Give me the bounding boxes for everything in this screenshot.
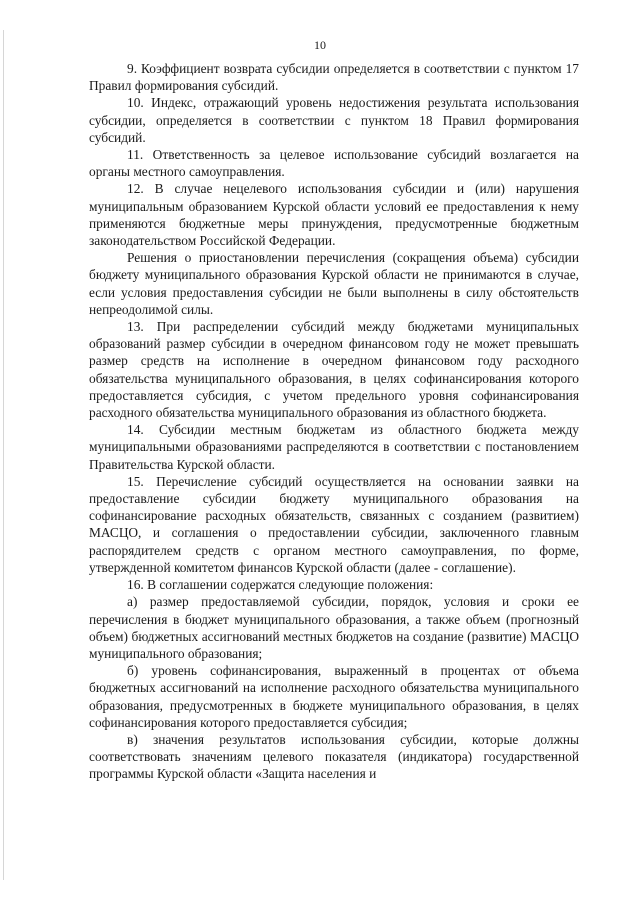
paragraph-suspension-decisions: Решения о приостановлении перечисления (сокращения объема) субсидии бюджету муниципального образования Курской области не принимаются в случае, если условия предоставления субсидии не были выполнены в силу обстоятельств непреодолимой силы. [89, 250, 579, 317]
paragraph-16-agreement: 16. В соглашении содержатся следующие положения: [127, 577, 434, 593]
paragraph-13-distribution: 13. При распределении субсидий между бюджетами муниципальных образований размер субсидии в очередном финансовом году не может превышать размер средств на исполнение в очередном финансовом году расходного обязательства муниципального образования, в целях софинансирования которого предоставляется субсидия, с учетом предельного уровня софинансирования расходного обязательства муниципального образования из областного бюджета. [89, 319, 579, 421]
paragraph-10-index: 10. Индекс, отражающий уровень недостижения результата использования субсидии, определяется в соответствии с пунктом 18 Правил формирования субсидий. [89, 95, 579, 145]
paragraph-11-responsibility: 11. Ответственность за целевое использование субсидий возлагается на органы местного самоуправления. [89, 147, 579, 180]
document-body [89, 60, 579, 783]
paragraph-14-local-budgets: 14. Субсидии местным бюджетам из областного бюджета между муниципальными образованиями распределяются в соответствии с постановлением Правительства Курской области. [89, 422, 579, 472]
page-number: 10 [314, 38, 326, 52]
paragraph-9-return-coefficient: 9. Коэффициент возврата субсидии определяется в соответствии с пунктом 17 Правил формирования субсидий. [89, 61, 579, 94]
paragraph-15-transfer: 15. Перечисление субсидий осуществляется на основании заявки на предоставление субсидии бюджету муниципального образования на софинансирование расходных обязательств, связанных с созданием (развитием) МАСЦО, и соглашения о предоставлении субсидии, заключенного главным распорядителем средств с органом местного самоуправления, по форме, утвержденной комитетом финансов Курской области (далее - соглашение). [89, 473, 579, 575]
paragraph-12-misuse: 12. В случае нецелевого использования субсидии и (или) нарушения муниципальным образованием Курской области условий ее предоставления к нему применяются бюджетные меры принуждения, предусмотренные бюджетным законодательством Российской Федерации. [89, 181, 579, 249]
list-item-b: б) уровень софинансирования, выраженный в процентах от объема бюджетных ассигнований на исполнение расходного обязательства муниципального образования, предусмотренных в бюджете муниципального образования, в целях софинансирования которого предоставляется субсидия; [89, 663, 579, 730]
list-item-a: а) размер предоставляемой субсидии, порядок, условия и сроки ее перечисления в бюджет муниципального образования, а также объем (прогнозный объем) бюджетных ассигнований местных бюджетов на создание (развитие) МАСЦО муниципального образования; [89, 594, 579, 661]
scan-edge-line [3, 30, 4, 880]
list-item-v: в) значения результатов использования субсидии, которые должны соответствовать значениям целевого показателя (индикатора) государственной программы Курской области «Защита населения и [89, 731, 579, 782]
